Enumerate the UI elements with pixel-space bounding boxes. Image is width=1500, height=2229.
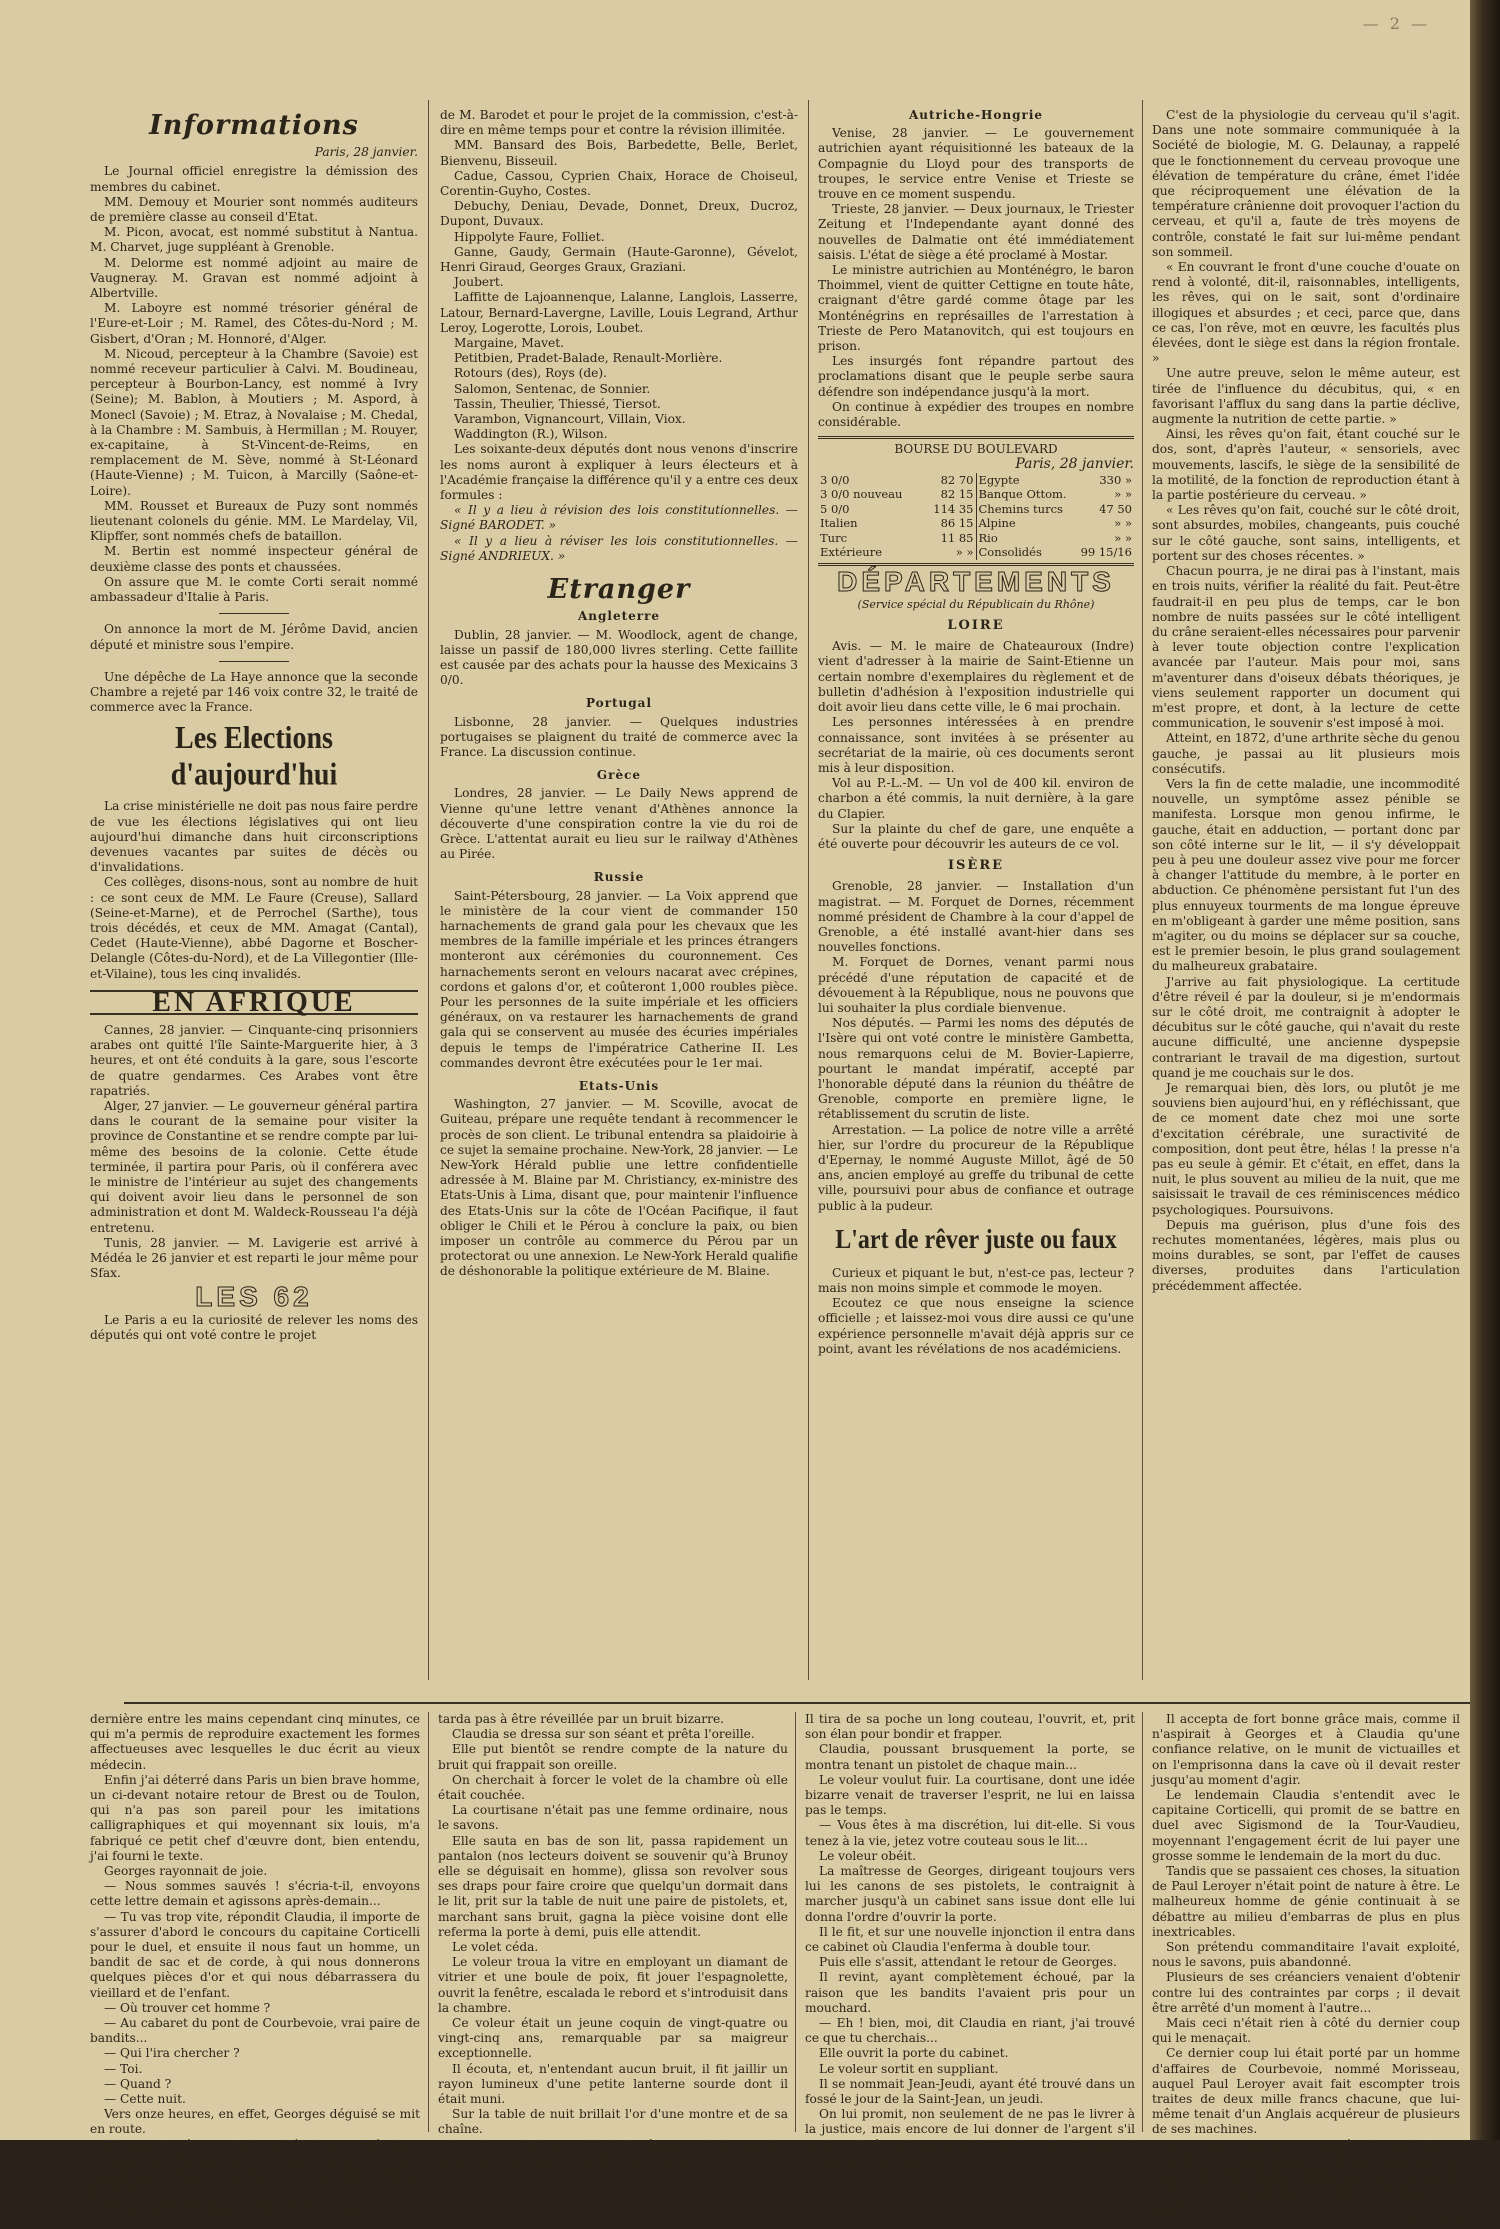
dispatch: Lisbonne, 28 janvier. — Quelques industries portugaises se plaignent du traité de commerce avec la France. La discussion continue.: [440, 714, 798, 759]
feuilleton-paragraph: Le voleur sortit en suppliant.: [819, 2061, 999, 2076]
feuilleton-paragraph: Il écouta, et, n'entendant aucun bruit, il fit jaillir un rayon lumineux d'une petite lanterne sourde dont il était muni.: [438, 2061, 788, 2107]
dispatch: Le ministre autrichien au Monténégro, le baron Thoimmel, vient de quitter Cettigne en toute hâte, craignant d'être gardé comme ôtage par les Monténégrins en représailles de l'arrestation à Trieste de Pero Matanovitch, qui est toujours en prison.: [818, 263, 1134, 354]
news-item: M. Bertin est nommé inspecteur général de deuxième classe des ponts et chaussées.: [90, 544, 418, 574]
news-item: On assure que M. le comte Corti serait nommé ambassadeur d'Italie à Paris.: [90, 574, 418, 605]
deputy-names: Joubert.: [454, 275, 504, 290]
feuilleton-paragraph: — Toi.: [104, 2061, 143, 2076]
feuilleton-rule: [124, 1702, 1470, 1704]
feuilleton-paragraph: Mais ceci n'était rien à côté du dernier coup qui le menaçait.: [1152, 2016, 1460, 2046]
bourse-date: Paris, 28 janvier.: [1015, 456, 1134, 473]
article-paragraph: Ces collèges, disons-nous, sont au nombre de huit : ce sont ceux de MM. Le Faure (Creuse), Sallard (Seine-et-Marne), et de Perrochel (Sarthe), tous trois décédés, et ceux de MM. Amagat (Cantal), Cedet (Haute-Vienne), abbé Dagorne et Boscher-Delangle (Côtes-du-Nord), et de La Villegontier (Ille-et-Vilaine), tous les cinq invalidés.: [90, 875, 418, 981]
feuilleton-paragraph: Vers onze heures, en effet, Georges déguisé se mit en route.: [90, 2107, 420, 2137]
column-rule: [1142, 1712, 1143, 2132]
feuilleton-paragraph: Le voleur troua la vitre en employant un diamant de vitrier et une boule de poix, fit jouer l'espagnolette, ouvrit la fenêtre, escalada le rebord et s'introduisit dans la chambre.: [438, 1955, 788, 2015]
article-paragraph: Curieux et piquant le but, n'est-ce pas, lecteur ? mais non moins simple et commode le moyen.: [818, 1265, 1134, 1295]
service-byline: (Service spécial du Républicain du Rhône): [857, 597, 1095, 611]
deputy-names: Salomon, Sentenac, de Sonnier.: [454, 381, 651, 396]
bourse-row: Chemins turcs 47 50: [978, 501, 1132, 516]
feuilleton-column-3: [805, 1712, 1135, 2167]
feuilleton-paragraph: — Au cabaret du pont de Courbevoie, vrai paire de bandits...: [90, 2016, 420, 2046]
afrique-heading: EN AFRIQUE: [90, 990, 418, 1015]
news-item: M. Laboyre est nommé trésorier général de l'Eure-et-Loir ; M. Ramel, des Côtes-du-Nord ; M. Gisbert, d'Oran ; M. Honnoré, d'Alger.: [90, 301, 418, 346]
deputy-names: Debuchy, Deniau, Devade, Donnet, Dreux, Ducroz, Dupont, Duvaux.: [440, 199, 798, 229]
a-suivre: (A suivre): [1399, 2213, 1460, 2228]
deputy-names: Laffitte de Lajoannenque, Lalanne, Langlois, Lasserre, Latour, Bernard-Lavergne, Laville, Louis Legrand, Arthur Leroy, Logerotte, Lorois, Loubet.: [440, 290, 798, 335]
article-paragraph: Je remarquai bien, dès lors, ou plutôt je me souviens bien aujourd'hui, en y réfléchissant, que de ce moment date chez moi une sorte d'excitation cérébrale, une suractivité de composition, dont peut être, hélas ! la presse n'a pas eu seule à gémir. Et c'était, en effet, dans la nuit, le plus souvent au milieu de la nuit, que me saisissait le travail de ces réminiscences médico psychologiques. Poursuivons.: [1152, 1081, 1460, 1217]
feuilleton-column-2: [438, 1712, 788, 2167]
feuilleton-paragraph: tarda pas à être réveillée par un bruit bizarre.: [438, 1712, 725, 1726]
feuilleton-paragraph: Georges rayonnait de joie.: [104, 1864, 268, 1879]
bourse-row: 3 0/0 nouveau 82 15: [820, 487, 974, 502]
feuilleton-column-4: [1152, 1712, 1460, 2228]
feuilleton-paragraph: Il se nommait Jean-Jeudi, ayant été trouvé dans un fossé le jour de la Saint-Jean, un jeudi.: [805, 2076, 1135, 2107]
feuilleton-paragraph: Le lendemain Claudia s'entendit avec le capitaine Corticelli, qui promit de se battre en duel avec Sigismond de la Tour-Vaudieu, moyennant l'engagement écrit de lui payer une grosse somme le lendemain de la mort du duc.: [1152, 1788, 1460, 1863]
feuilleton-paragraph: Le voleur obéit.: [819, 1848, 917, 1863]
elections-heading: Les Elections d'aujourd'hui: [170, 720, 338, 793]
separator: [219, 661, 289, 662]
feuilleton-paragraph: Les traites revenaient impayées, les signatures étaient reconnues fausses ; l'Anglais avait pris la fuite, et Morisseau menaçait de dénoncer l'inventeur au parquet comme complice du faussaire...: [1152, 2137, 1460, 2213]
feuilleton-paragraph: Sur la table de nuit brillait l'or d'une montre et de sa chaîne.: [438, 2107, 788, 2137]
quote: « Il y a lieu à révision des lois constitutionnelles. — Signé BARODET. »: [440, 503, 798, 533]
feuilleton-paragraph: Plusieurs de ses créanciers venaient d'obtenir contre lui des contraintes par corps ; il devait être arrêté d'un moment à l'autre...: [1152, 1970, 1460, 2015]
feuilleton-paragraph: Le volet céda.: [452, 1940, 539, 1955]
dispatch: Arrestation. — La police de notre ville a arrêté hier, sur l'ordre du procureur de la République d'Epernay, le nommé Auguste Millot, âgé de 50 ans, ancien employé au greffe du tribunal de cette ville, poursuivi pour abus de confiance et outrage public à la pudeur.: [818, 1122, 1134, 1213]
deputy-names: Varambon, Vignancourt, Villain, Viox.: [454, 412, 686, 427]
article-paragraph: « En couvrant le front d'une couche d'ouate on rend à volonté, dit-il, raisonnables, intelligents, les rêves, qui on le sait, sont d'ordinaire illogiques et absurdes ; et ceci, parce que, dans ce cas, l'on rêve, mot en œuvre, les facultés plus élevées, dont le siège est dans la région frontale. »: [1152, 260, 1460, 366]
feuilleton-paragraph: Claudia se dressa sur son séant et prêta l'oreille.: [452, 1727, 755, 1742]
dispatch: Grenoble, 28 janvier. — Installation d'un magistrat. — M. Forquet de Dornes, récemment nommé président de Chambre à la cour d'appel de Grenoble, a été installé avant-hier dans ses nouvelles fonctions.: [818, 879, 1134, 955]
country-heading: Etats-Unis: [578, 1078, 660, 1093]
feuilleton-paragraph: Son prétendu commanditaire l'avait exploité, nous le savons, puis abandonné.: [1152, 1940, 1460, 1970]
bourse-row: 5 0/0 114 35: [820, 501, 974, 516]
article-paragraph: « Les rêves qu'on fait, couché sur le côté droit, sont absurdes, mobiles, changeants, puis couché sur le côté gauche, sont sains, intelligents, et portent sur des choses récentes. »: [1152, 503, 1460, 563]
deputy-names: Cadue, Cassou, Cyprien Chaix, Horace de Choiseul, Corentin-Guyho, Costes.: [440, 168, 798, 199]
dispatch: On continue à expédier des troupes en nombre considérable.: [818, 399, 1134, 430]
informations-heading: Informations: [149, 110, 359, 141]
deputy-names: Petitbien, Pradet-Balade, Renault-Morlière.: [454, 351, 723, 366]
feuilleton-paragraph: — Vous êtes à ma discrétion, lui dit-elle. Si vous tenez à la vie, jetez votre couteau sous le lit...: [805, 1818, 1135, 1848]
feuilleton-paragraph: Il accepta de fort bonne grâce mais, comme il n'aspirait à Georges et à Claudia qu'une confiance relative, on le munit de victuailles et on l'emprisonna dans la cave où il devait rester jusqu'au moment d'agir.: [1152, 1712, 1460, 1787]
article-paragraph: Une autre preuve, selon le même auteur, est tirée de l'influence du décubitus, qui, « en favorisant l'afflux du sang dans la partie déclive, augmente la nutrition de cette partie. »: [1152, 366, 1460, 427]
bourse-row: Extérieure » »: [820, 545, 974, 560]
news-item: MM. Rousset et Bureaux de Puzy sont nommés lieutenant colonels du génie. MM. Le Mardelay, Vil, Klipffer, sont nommés chefs de bataillon.: [90, 498, 418, 544]
article-paragraph: C'est de la physiologie du cerveau qu'il s'agit. Dans une note sommaire communiquée à la Société de biologie, M. G. Delaunay, a rappelé que le fonctionnement du cerveau provoque une élévation de température du crâne, émet l'idée que réciproquement une élévation de la température crânienne doit provoquer l'action du cerveau, et qu'il a, faute de très moyens de contrôle, constaté le fait sur lui-même pendant son sommeil.: [1152, 108, 1460, 259]
country-heading: Angleterre: [577, 609, 661, 624]
dispatch: Venise, 28 janvier. — Le gouvernement autrichien ayant réquisitionné les bateaux de la Compagnie du Lloyd pour des transports de troupes, le service entre Venise et Trieste se trouve en ce moment suspendu.: [818, 126, 1134, 202]
column-rule: [795, 1712, 796, 2132]
country-heading: Portugal: [585, 696, 653, 711]
bourse-title: BOURSE DU BOULEVARD: [894, 442, 1058, 457]
deputy-names: Margaine, Mavet.: [454, 336, 564, 351]
feuilleton-paragraph: Claudia, poussant brusquement la porte, se montra tenant un pistolet de chaque main...: [805, 1742, 1135, 1772]
article-paragraph: Atteint, en 1872, d'une arthrite sèche du genou gauche, je passai au lit plusieurs mois consécutifs.: [1152, 731, 1460, 776]
news-item: M. Picon, avocat, est nommé substitut à Nantua. M. Charvet, juge suppléant à Grenoble.: [90, 225, 418, 255]
dispatch: Dublin, 28 janvier. — M. Woodlock, agent de change, laisse un passif de 180,000 livres sterling. Cette faillite est causée par des achats pour la hausse des Mexicains 3 0/0.: [440, 627, 798, 688]
dispatch: Nos députés. — Parmi les noms des députés de l'Isère qui ont voté contre le ministère Gambetta, nous remarquons celui de M. Bovier-Lapierre, pourtant le mandat impératif, accepté par l'honorable député dans la réunion du théâtre de Grenoble, comporte en première ligne, le rétablissement du scrutin de liste.: [818, 1016, 1134, 1122]
art-de-rever-heading: L'art de rêver juste ou faux: [835, 1224, 1117, 1255]
page-folio: — 2 —: [1362, 14, 1430, 33]
dispatch: Saint-Pétersbourg, 28 janvier. — La Voix apprend que le ministère de la cour vient de commander 150 harnachements de grand gala pour les chevaux que les membres de la famille impériale et les princes étrangers monteront aux cérémonies du couronnement. Ces harnachements seront en velours nacarat avec crépines, cordons et galons d'or, et coûteront 1,000 roubles pièce. Pour les personnes de la suite impériale et les officiers généraux, on va restaurer les harnachements de grand gala qui se conservent au musée des écuries impériales depuis le temps de l'impératrice Catherine II. Les commandes devront être exécutées pour le 1er mai.: [440, 888, 798, 1070]
article-paragraph: J'arrive au fait physiologique. La certitude d'être réveil é par la douleur, si je m'endormais sur le côté droit, me contraignit à adopter le décubitus sur le côté gauche, qui n'avait du reste aucune difficulté, une ancienne dyspepsie contrariant le travail de ma digestion, surtout quand je me couchais sur le dos.: [1152, 974, 1460, 1080]
dispatch: Sur la plainte du chef de gare, une enquête a été ouverte pour découvrir les auteurs de ce vol.: [818, 821, 1134, 851]
departements-heading: DÉPARTEMENTS: [837, 565, 1115, 597]
dispatch: Trieste, 28 janvier. — Deux journaux, le Triester Zeitung et l'Independante ayant donné des nouvelles de Dalmatie ont été immédiatement saisis. L'état de siège a été proclamé à Mostar.: [818, 202, 1134, 262]
country-heading: Grèce: [596, 768, 642, 783]
bourse-row: Egypte 330 »: [978, 472, 1132, 487]
deputy-names: Hippolyte Faure, Folliet.: [454, 229, 605, 244]
article-paragraph: Ecoutez ce que nous enseigne la science officielle ; et laissez-moi vous dire aussi ce qu'une expérience personnelle m'avait déjà appris sur ce point, avant les révélations de nos académiciens.: [818, 1296, 1134, 1356]
les62-heading: LES 62: [195, 1281, 313, 1313]
news-item: Le Journal officiel enregistre la démission des membres du cabinet.: [90, 164, 418, 194]
column-rule: [1142, 100, 1143, 1680]
dispatch: Avis. — M. le maire de Chateauroux (Indre) vient d'adresser à la mairie de Saint-Etienne un certain nombre d'exemplaires du règlement et de bulletin d'adhésion à l'exposition industrielle qui doit avoir lieu dans cette ville, le 6 mai prochain.: [818, 639, 1134, 715]
news-item: MM. Demouy et Mourier sont nommés auditeurs de première classe au conseil d'Etat.: [90, 194, 418, 225]
country-heading: Russie: [593, 870, 645, 885]
feuilleton-paragraph: — Qui l'ira chercher ?: [104, 2046, 240, 2061]
feuilleton-paragraph: dernière entre les mains cependant cinq minutes, ce qui m'a permis de reproduire exactement les formes affectueuses avec lesquelles le duc écrit au vieux médecin.: [90, 1712, 420, 1772]
feuilleton-paragraph: Elle sauta en bas de son lit, passa rapidement un pantalon (nos lecteurs doivent se souvenir qu'à Brunoy elle se déguisait en homme), glissa son revolver sous ses draps pour faire croire que quelqu'un dormait dans le lit, prit sur la table de nuit une paire de pistolets, et, marchant sans bruit, gagna la pièce voisine dont elle referma la porte à demi, puis elle attendit.: [438, 1833, 788, 1939]
news-item: M. Nicoud, percepteur à la Chambre (Savoie) est nommé receveur particulier à Calvi. M. Boudineau, percepteur à Bourbon-Lancy, est nommé à Ivry (Seine); M. Bablon, à Moutiers ; M. Aspord, à Monecl (Savoie) ; M. Etraz, à Novalaise ; M. Chedal, à la Chambre : M. Sambuis, à Hermillan ; M. Rouyer, ex-capitaine, à St-Vincent-de-Reims, en remplacement de M. Sève, nommé à St-Léonard (Haute-Vienne) ; M. Tuicon, à Marcilly (Saône-et-Loire).: [90, 346, 418, 498]
bourse-table: [818, 436, 1134, 565]
news-item: Une dépêche de La Haye annonce que la seconde Chambre a rejeté par 146 voix contre 32, le traité de commerce avec la France.: [90, 669, 418, 715]
deputy-names: Waddington (R.), Wilson.: [454, 427, 608, 442]
informations-dateline: Paris, 28 janvier.: [314, 145, 418, 160]
column-rule: [808, 100, 809, 1680]
separator: [219, 613, 289, 614]
feuilleton-paragraph: Il tira de sa poche un long couteau, l'ouvrit, et, prit son élan pour bondir et frapper.: [805, 1712, 1135, 1742]
dispatch: Washington, 27 janvier. — M. Scoville, avocat de Guiteau, prépare une requête tendant à recommencer le procès de son client. Le tribunal entendra sa plaidoirie à ce sujet la semaine prochaine. New-York, 28 janvier. — Le New-York Hérald publie une lettre confidentielle adressée à M. Blaine par M. Christiancy, ex-ministre des Etats-Unis à Lima, disant que, pour maintenir l'influence des Etats-Unis sur la côte de l'Océan Pacifique, il faut obliger le Chili et le Pérou à conclure la paix, ou bien imposer un contrôle au commerce du Pérou par un protectorat ou une annexion. Le New-York Herald qualifie de déshonorable la politique extérieure de M. Blaine.: [440, 1097, 798, 1279]
column-departements: [818, 108, 1134, 1690]
feuilleton-paragraph: — Où trouver cet homme ?: [104, 2000, 271, 2015]
loire-heading: LOIRE: [947, 618, 1005, 634]
column-informations: [90, 108, 418, 1690]
column-rule: [428, 1712, 429, 2132]
feuilleton-paragraph: Claudia, brisée de fatigue après une journée bien remplie, se jeta sur son lit, placé dans l'une des pièces du rez-de-chaussée, et s'endormit presque aussitôt.: [90, 2137, 420, 2198]
dispatch: M. Forquet de Dornes, venant parmi nous précédé d'une réputation de capacité et de dévouement à la République, nous ne pouvons que lui souhaiter la plus cordiale bienvenue.: [818, 955, 1134, 1015]
etranger-heading: Etranger: [547, 574, 691, 606]
article-paragraph: de M. Barodet et pour le projet de la commission, c'est-à-dire en même temps pour et contre la révision illimitée.: [440, 108, 798, 138]
deputy-names: Rotours (des), Roys (de).: [454, 366, 608, 381]
feuilleton-paragraph: Elle ouvrit la porte du cabinet.: [819, 2046, 1009, 2061]
feuilleton-paragraph: Enfin j'ai déterré dans Paris un bien brave homme, un ci-devant notaire retour de Brest ou de Toulon, qui n'a pas son pareil pour les imitations calligraphiques et qui moyennant six louis, m'a fabriqué ce petit chef d'œuvre dont, bien entendu, j'ai fourni le texte.: [90, 1772, 420, 1863]
bourse-row: Rio » »: [978, 530, 1132, 545]
quote: « Il y a lieu à réviser les lois constitutionnelles. — Signé ANDRIEUX. »: [440, 533, 798, 563]
dispatch: Vol au P.-L.-M. — Un vol de 400 kil. environ de charbon a été commis, la nuit dernière, à la gare du Clapier.: [818, 776, 1134, 821]
article-paragraph: Le Paris a eu la curiosité de relever les noms des députés qui ont voté contre le projet: [90, 1312, 418, 1342]
dispatch: Alger, 27 janvier. — Le gouverneur général partira dans le courant de la semaine pour visiter la province de Constantine et se rendre compte par lui-même des besoins de la colonie. Cette étude terminée, il partira pour Paris, où il conférera avec le ministre de l'intérieur au sujet des changements qui doivent avoir lieu dans le personnel de son administration et dont M. Waldeck-Rousseau l'a déjà entretenu.: [90, 1098, 418, 1235]
news-item: M. Delorme est nommé adjoint au maire de Vaugneray. M. Gravan est nommé adjoint à Albertville.: [90, 255, 418, 301]
dispatch: Les insurgés font répandre partout des proclamations disant que le peuple serbe saura défendre son indépendance jusqu'à la mort.: [818, 354, 1134, 399]
column-etranger: [440, 108, 798, 1690]
article-paragraph: Les soixante-deux députés dont nous venons d'inscrire les noms auront à expliquer à leurs électeurs et à l'Académie française la différence qu'il y a entre ces deux formules :: [440, 442, 798, 503]
article-paragraph: Vers la fin de cette maladie, une incommodité nouvelle, un symptôme assez pénible se manifesta. Lorsque mon genou infirme, le gauche, était en adduction, — portant donc par son côté interne sur le lit, — il s'y développait peu à peu une douleur assez vive pour me forcer à changer l'attitude du membre, à le porter en abduction. Ce phénomène persistant fut l'un des plus ennuyeux tourments de ma longue épreuve en m'obligeant à garder une même position, sans m'agiter, ou du moins se déplacer sur sa couche, est le premier besoin, le plus grand soulagement du malheureux grabataire.: [1152, 776, 1460, 974]
dispatch: Cannes, 28 janvier. — Cinquante-cinq prisonniers arabes ont quitté l'île Sainte-Marguerite hier, à 3 heures, et ont été conduits à la gare, sous l'escorte de quatre gendarmes. Ces Arabes vont être rapatriés.: [90, 1022, 418, 1098]
feuilleton-paragraph: Elle put bientôt se rendre compte de la nature du bruit qui frappait son oreille.: [438, 1742, 788, 1772]
bourse-row: Banque Ottom. » »: [978, 487, 1132, 502]
bourse-row: Consolidés 99 15/16: [978, 545, 1132, 560]
article-paragraph: Chacun pourra, je ne dirai pas à l'instant, mais en trois nuits, vérifier la réalité du fait. Peut-être faudrait-il en peu plus de temps, car le bon nombre de nuits passées sur le côté intelligent du crâne seraient-elles nécessaires pour parvenir à lever toute objection contre l'explication avancée par l'auteur. Mais pour moi, sans m'aventurer dans d'oiseux débats théoriques, je viens seulement rapporter un document qui m'est propre, et dont, à la lecture de cette communication, le souvenir s'est imposé à moi.: [1152, 564, 1460, 731]
feuilleton-paragraph: Ce dernier coup lui était porté par un homme d'affaires de Courbevoie, nommé Morisseau, auquel Paul Leroyer avait fait escompter trois traites de deux mille francs chacune, que lui-même tenait d'un Anglais acquéreur de plusieurs de ses machines.: [1152, 2046, 1460, 2137]
feuilleton-paragraph: — Tu vas trop vite, répondit Claudia, il importe de s'assurer d'abord le concours du capitaine Corticelli pour le duel, et ensuite il nous faut un homme, un bandit de sac et de corde, à qui nous donnerons quelques pièces d'or et qui nous débarrassera du vieillard et de l'enfant.: [90, 1909, 420, 2000]
feuilleton-paragraph: — Eh ! bien, moi, dit Claudia en riant, j'ai trouvé ce que tu cherchais...: [805, 2016, 1135, 2046]
feuilleton-paragraph: Puis elle s'assit, attendant le retour de Georges.: [819, 1955, 1117, 1970]
bourse-row: Italien 86 15: [820, 516, 974, 531]
binding-edge: [1470, 0, 1500, 2140]
feuilleton-paragraph: On lui promit, non seulement de ne pas le livrer à la justice, mais encore de lui donner de l'argent s'il consentait à tuer, sans courir le moindre risque, un vieillard et un enfant.: [805, 2107, 1135, 2167]
news-item: On annonce la mort de M. Jérôme David, ancien député et ministre sous l'empire.: [90, 622, 418, 652]
article-paragraph: Ainsi, les rêves qu'on fait, étant couché sur le dos, sont, d'après l'auteur, « sensoriels, avec mouvements, lascifs, le siège de la sensibilité de la motilité, de la fonction de reproduction étant à la partie postérieure du cerveau. »: [1152, 427, 1460, 503]
feuilleton-paragraph: Il le fit, et sur une nouvelle injonction il entra dans ce cabinet où Claudia l'enferma à double tour.: [805, 1924, 1135, 1955]
deputy-names: MM. Bansard des Bois, Barbedette, Belle, Berlet, Bienvenu, Bisseuil.: [440, 138, 798, 168]
feuilleton-paragraph: La maîtresse de Georges, dirigeant toujours vers lui les canons de ses pistolets, le contraignit à marcher jusqu'à un cabinet sans issue dont elle lui donna l'ordre d'ouvrir la porte.: [805, 1864, 1135, 1924]
bourse-row: 3 0/0 82 70: [820, 472, 974, 487]
autriche-heading: Autriche-Hongrie: [908, 108, 1044, 122]
feuilleton-paragraph: Il revint, ayant complètement échoué, par la raison que les bandits l'avaient pris pour un mouchard.: [805, 1970, 1135, 2015]
feuilleton-paragraph: Le voleur allait s'en approcher à pas de loup quand il crut distinguer une forme humaine dans le lit.: [438, 2137, 788, 2167]
feuilleton-column-1: [90, 1712, 420, 2213]
feuilleton-paragraph: La courtisane n'était pas une femme ordinaire, nous le savons.: [438, 1803, 788, 1833]
bourse-row: Turc 11 85: [820, 530, 974, 545]
column-rule: [428, 100, 429, 1680]
article-paragraph: La crise ministérielle ne doit pas nous faire perdre de vue les élections législatives qui ont lieu aujourd'hui dimanche dans huit circonscriptions devenues vacantes par suites de décès ou d'invalidations.: [90, 799, 418, 875]
feuilleton-paragraph: — Quand ?: [104, 2076, 172, 2091]
feuilleton-paragraph: Le voleur voulut fuir. La courtisane, dont une idée bizarre venait de traverser l'esprit, ne lui en laissa pas le temps.: [805, 1772, 1135, 1818]
dispatch: Londres, 28 janvier. — Le Daily News apprend de Vienne qu'une lettre venant d'Athènes annonce la découverte d'une conspiration contre la vie du roi de Grèce. L'attentat aurait eu lieu sur le railway d'Athènes au Pirée.: [440, 786, 798, 862]
dispatch: Les personnes intéressées à en prendre connaissance, sont invitées à se présenter au secrétariat de la mairie, où ces documents seront mis à leur disposition.: [818, 715, 1134, 775]
feuilleton-paragraph: Ce voleur était un jeune coquin de vingt-quatre ou vingt-cinq ans, remarquable par sa maigreur exceptionnelle.: [438, 2016, 788, 2061]
article-paragraph: Depuis ma guérison, plus d'une fois des rechutes momentanées, légères, mais plus ou moins durables, se sont, par l'effet de causes diverses, produites dans l'articulation précédemment affectée.: [1152, 1217, 1460, 1293]
isere-heading: ISÈRE: [947, 858, 1005, 874]
bourse-row: Alpine » »: [978, 516, 1132, 531]
feuilleton-paragraph: Mais, si profond que fût son sommeil, elle ne: [104, 2198, 382, 2213]
feuilleton-paragraph: On cherchait à forcer le volet de la chambre où elle était couchée.: [438, 1772, 788, 1803]
deputy-names: Tassin, Theulier, Thiessé, Tiersot.: [454, 396, 661, 411]
dispatch: Tunis, 28 janvier. — M. Lavigerie est arrivé à Médéa le 26 janvier et est reparti le jour même pour Sfax.: [90, 1235, 418, 1281]
deputy-names: Ganne, Gaudy, Germain (Haute-Garonne), Gévelot, Henri Giraud, Georges Graux, Graziani.: [440, 244, 798, 275]
feuilleton-paragraph: — Nous sommes sauvés ! s'écria-t-il, envoyons cette lettre demain et agissons après-demain...: [90, 1879, 420, 1909]
column-physiologie: [1152, 108, 1460, 1690]
feuilleton-paragraph: — Cette nuit.: [104, 2092, 186, 2107]
feuilleton-paragraph: Tandis que se passaient ces choses, la situation de Paul Leroyer n'était point de nature à être. Le malheureux homme de génie continuait à se débattre au milieu d'embarras de plus en plus inextricables.: [1152, 1864, 1460, 1939]
